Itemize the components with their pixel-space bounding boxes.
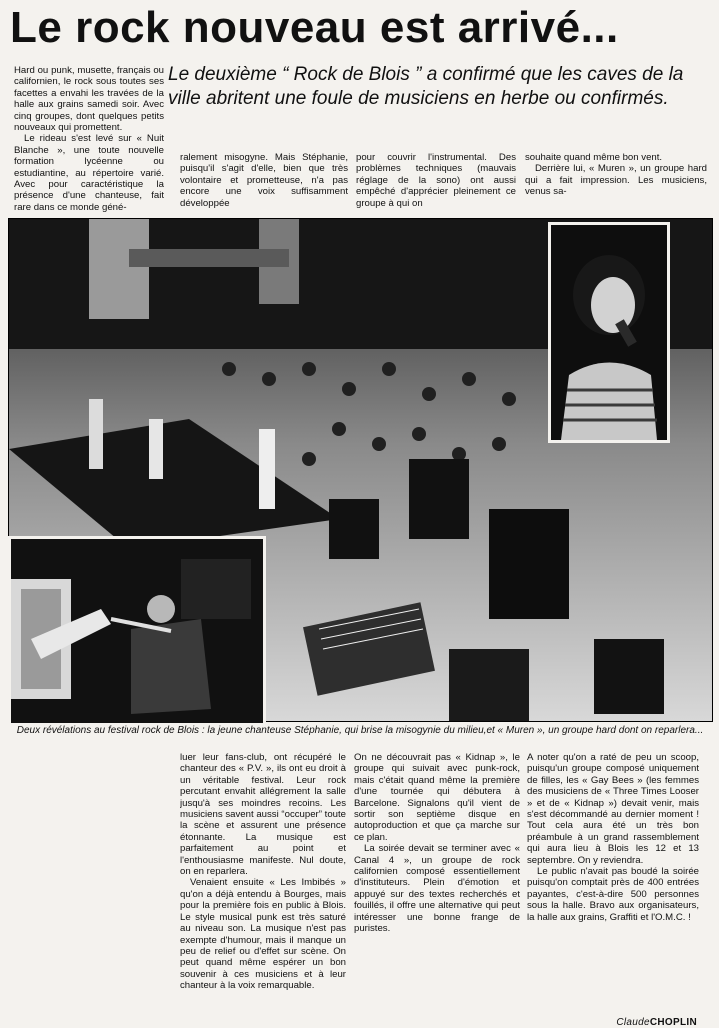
column-3-lower (527, 752, 699, 1014)
author-first-name: Claude (616, 1017, 650, 1028)
paragraph: Venaient ensuite « Les Imbibés » qu'on a déjà entendu à Bourges, mais pour la première fois en public à Blois. Le style musical punk est très saturé au niveau son. La musique n'est pas exempte d'humour, mais il manque un peu de relief ou d'effet sur scène. On peut quand même espérer un bon souvenir à ces musiciens et à leur chanteur à la voix remarquable. (180, 877, 346, 992)
column-1-lower (180, 752, 346, 1014)
paragraph: La soirée devait se terminer avec « Canal 4 », un groupe de rock californien composé essentiellement d'instituteurs. Plein d'émotion et appuyé sur des textes recherchés et fouillés, il offre une alternative qui peut intéresser une bonne frange de puristes. (354, 843, 520, 935)
muren-band-photo (8, 536, 266, 726)
paragraph: Le public n'avait pas boudé la soirée puisqu'on comptait près de 400 entrées payantes, c'est-à-dire 500 personnes sous la halle. Bravo aux organisateurs, la halle aux grains, Graffiti et l'O.M.C. ! (527, 866, 699, 923)
paragraph: luer leur fans-club, ont récupéré le chanteur des « P.V. », ils ont eu droit à un véritable festival. Leur rock percutant envahit allégrement la salle jusqu'à ses moindres recoins. Les musiciens savent aussi “occuper” toute la scène et assurent une présence étonnante. La musique est parfaitement au point et l'enthousiasme manifeste. Nul doute, on en reparlera. (180, 752, 346, 878)
paragraph: ralement misogyne. Mais Stéphanie, puisqu'il s'agit d'elle, bien que très volontaire et prometteuse, n'a pas encore une voix suffisamment développée (180, 152, 348, 209)
column-4-top (525, 152, 707, 212)
muren-band-image (11, 539, 263, 723)
paragraph: A noter qu'on a raté de peu un scoop, puisqu'un groupe composé uniquement de filles, les « Gay Bees » (les femmes des musiciens de « Three Times Looser » et de « Kidnap ») devait venir, mais s'est décommandé au dernier moment ! Tout cela aura été un très bon préambule à un grand rassemblement qui aura lieu à Blois les 12 et 13 septembre. On y reviendra. (527, 752, 699, 866)
intro-deck: Le deuxième “ Rock de Blois ” a confirmé que les caves de la ville abritent une foule de musiciens en herbe ou confirmés. (168, 64, 684, 109)
author-signature (616, 1017, 697, 1028)
paragraph: On ne découvrait pas « Kidnap », le groupe qui suivait avec punk-rock, mais c'était quand même la première d'une tournée qui débutera à Barcelone. Signalons qu'il vient de sortir son septième disque en autoproduction et que ça marche sur ce plan. (354, 752, 520, 843)
paragraph: souhaite quand même bon vent. (525, 152, 663, 163)
column-1-top (14, 65, 164, 217)
singer-stephanie-image (551, 225, 667, 440)
paragraph: Le rideau s'est levé sur « Nuit Blanche », une toute nouvelle formation lycéenne ou estudiantine, au répertoire varié. Avec pour caractéristique la présence d'une chanteuse, fait rare dans ce monde géné- (14, 133, 164, 213)
singer-stephanie-photo (548, 222, 670, 443)
headline: Le rock nouveau est arrivé... (10, 3, 619, 52)
column-2-top (180, 152, 348, 212)
column-3-top (356, 152, 516, 212)
author-last-name: CHOPLIN (649, 1017, 697, 1028)
paragraph: Derrière lui, « Muren », un groupe hard qui a fait impression. Les musiciens, venus sa- (525, 163, 707, 198)
paragraph: Hard ou punk, musette, français ou californien, le rock sous toutes ses facettes a envahi les travées de la halle aux grains samedi soir. Avec cinq groupes, dont quelques petits nouveaux qui promettent. (14, 65, 164, 134)
column-2-lower (354, 752, 520, 1014)
photo-caption: Deux révélations au festival rock de Blois : la jeune chanteuse Stéphanie, qui brise la misogynie du milieu,et « Muren », un groupe hard dont on reparlera... (16, 725, 704, 736)
paragraph: pour couvrir l'instrumental. Des problèmes techniques (mauvais réglage de la sono) ont aussi empêché d'apprécier pleinement ce groupe à qui on (356, 152, 516, 209)
